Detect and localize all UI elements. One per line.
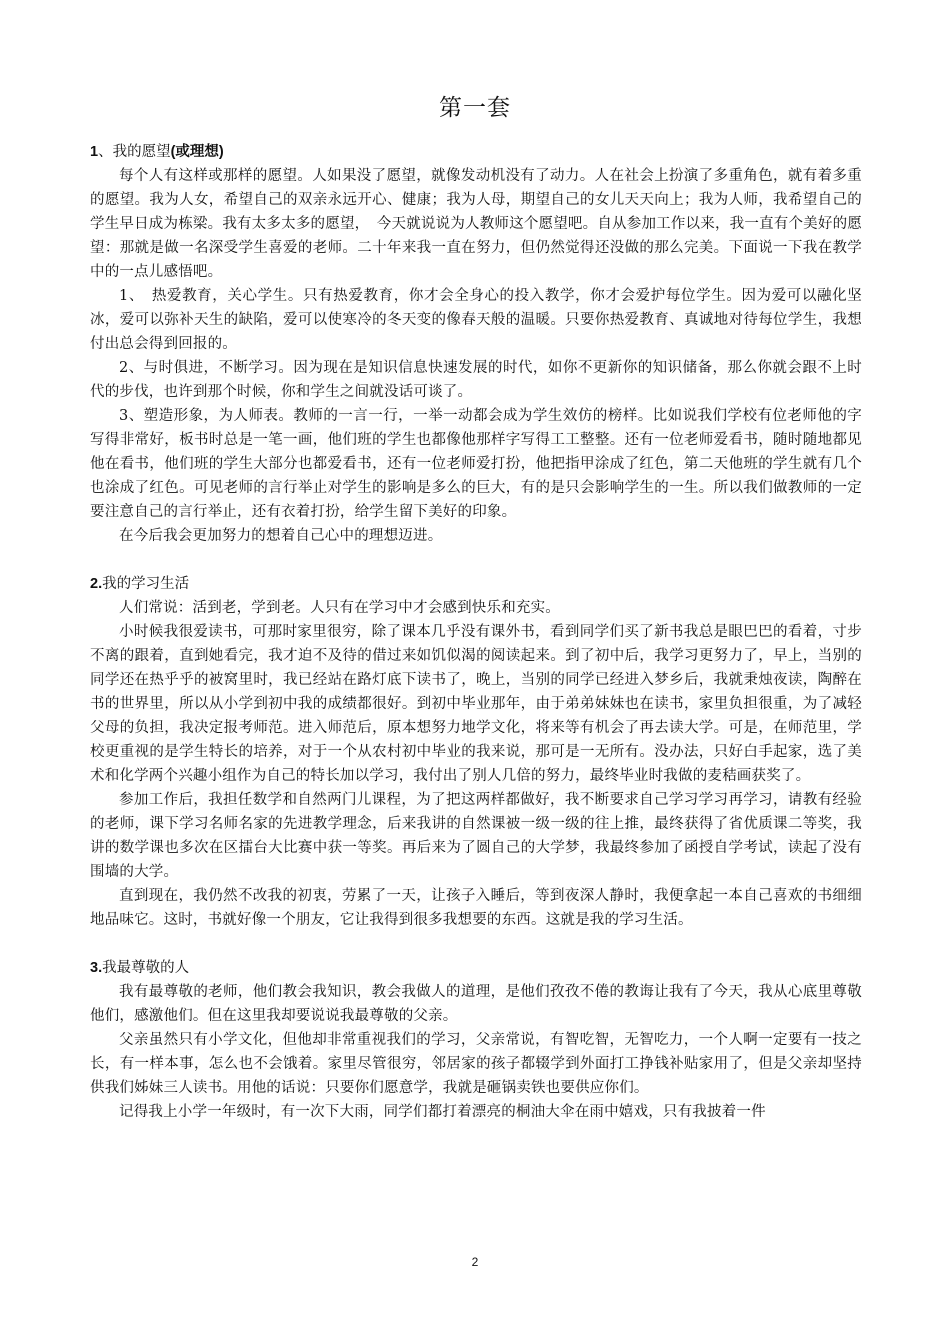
section-spacer (90, 932, 862, 956)
section-title-suffix: (或理想) (170, 144, 224, 160)
paragraph: 记得我上小学一年级时，有一次下大雨，同学们都打着漂亮的桐油大伞在雨中嬉戏，只有我披着一件 (119, 1104, 766, 1120)
section-spacer (90, 548, 862, 572)
paragraph: 2、与时俱进，不断学习。因为现在是知识信息快速发展的时代，如你不更新你的知识储备，那么你就会跟不上时代的步伐，也许到那个时候，你和学生之间就没话可谈了。 (90, 360, 862, 400)
document-title: 第一套 (439, 95, 511, 121)
paragraph: 1、 热爱教育，关心学生。只有热爱教育，你才会全身心的投入教学，你才会爱护每位学生。因为爱可以融化坚冰，爱可以弥补天生的缺陷，爱可以使寒冷的冬天变的像春天般的温暖。只要你热爱教育、真诚地对待每位学生，我想付出总会得到回报的。 (90, 288, 862, 352)
section-heading (90, 572, 862, 596)
paragraph: 我有最尊敬的老师，他们教会我知识，教会我做人的道理，是他们孜孜不倦的教诲让我有了今天，我从心底里尊敬他们，感激他们。但在这里我却要说说我最尊敬的父亲。 (90, 984, 862, 1024)
paragraph: 小时候我很爱读书，可那时家里很穷，除了课本几乎没有课外书，看到同学们买了新书我总是眼巴巴的看着，寸步不离的跟着，直到她看完，我才迫不及待的借过来如饥似渴的阅读起来。到了初中后，我学习更努力了，早上，当别的同学还在热乎乎的被窝里时，我已经站在路灯底下读书了，晚上，当别的同学已经进入梦乡后，我就秉烛夜读，陶醉在书的世界里，所以从小学到初中我的成绩都很好。到初中毕业那年，由于弟弟妹妹也在读书，家里负担很重，为了减轻父母的负担，我决定报考师范。进入师范后，原本想努力地学文化，将来等有机会了再去读大学。可是，在师范里，学校更重视的是学生特长的培养，对于一个从农村初中毕业的我来说，那可是一无所有。没办法，只好白手起家，选了美术和化学两个兴趣小组作为自己的特长加以学习，我付出了别人几倍的努力，最终毕业时我做的麦秸画获奖了。 (90, 624, 862, 784)
document-body (90, 140, 862, 1124)
section-number-separator: 、 (98, 144, 113, 160)
section-heading (90, 956, 862, 980)
section-3 (90, 956, 862, 1124)
section-2 (90, 572, 862, 932)
paragraph: 人们常说：活到老，学到老。人只有在学习中才会感到快乐和充实。 (119, 600, 560, 616)
paragraph: 直到现在，我仍然不改我的初衷，劳累了一天，让孩子入睡后，等到夜深人静时，我便拿起一本自己喜欢的书细细地品味它。这时，书就好像一个朋友，它让我得到很多我想要的东西。这就是我的学习生活。 (90, 888, 862, 928)
paragraph: 参加工作后，我担任数学和自然两门儿课程，为了把这两样都做好，我不断要求自己学习学习再学习，请教有经验的老师，课下学习名师名家的先进教学理念，后来我讲的自然课被一级一级的往上推，最终获得了省优质课二等奖，我讲的数学课也多次在区擂台大比赛中获一等奖。再后来为了圆自己的大学梦，我最终参加了函授自学考试，读起了没有围墙的大学。 (90, 792, 862, 880)
paragraph: 3、塑造形象，为人师表。教师的一言一行，一举一动都会成为学生效仿的榜样。比如说我们学校有位老师他的字写得非常好，板书时总是一笔一画，他们班的学生也都像他那样字写得工工整整。还有一位老师爱看书，随时随地都见他在看书，他们班的学生大部分也都爱看书，还有一位老师爱打扮，他把指甲涂成了红色，第二天他班的学生就有几个也涂成了红色。可见老师的言行举止对学生的影响是多么的巨大，有的是只会影响学生的一生。所以我们做教师的一定要注意自己的言行举止，还有衣着打扮，给学生留下美好的印象。 (90, 408, 862, 520)
section-number: 1 (90, 144, 99, 160)
page-number: 2 (471, 1255, 479, 1269)
section-number: 3. (90, 960, 103, 976)
paragraph: 在今后我会更加努力的想着自己心中的理想迈进。 (119, 528, 443, 544)
section-heading (90, 140, 862, 164)
section-title: 我的学习生活 (102, 576, 190, 592)
section-title: 我的愿望 (112, 144, 171, 160)
paragraph: 每个人有这样或那样的愿望。人如果没了愿望，就像发动机没有了动力。人在社会上扮演了多重角色，就有着多重的愿望。我为人女，希望自己的双亲永远开心、健康；我为人母，期望自己的女儿天天向上；我为人师，我希望自己的学生早日成为栋梁。我有太多太多的愿望， 今天就说说为人教师这个愿望吧。自从参加工作以来，我一直有个美好的愿望：那就是做一名深受学生喜爱的老师。二十年来我一直在努力，但仍然觉得还没做的那么完美。下面说一下我在教学中的一点儿感悟吧。 (90, 168, 862, 280)
section-1 (90, 140, 862, 548)
paragraph: 父亲虽然只有小学文化，但他却非常重视我们的学习，父亲常说，有智吃智，无智吃力，一个人啊一定要有一技之长，有一样本事，怎么也不会饿着。家里尽管很穷，邻居家的孩子都辍学到外面打工挣钱补贴家用了，但是父亲却坚持供我们姊妹三人读书。用他的话说：只要你们愿意学，我就是砸锅卖铁也要供应你们。 (90, 1032, 862, 1096)
section-title: 我最尊敬的人 (102, 960, 190, 976)
section-number: 2. (90, 576, 103, 592)
